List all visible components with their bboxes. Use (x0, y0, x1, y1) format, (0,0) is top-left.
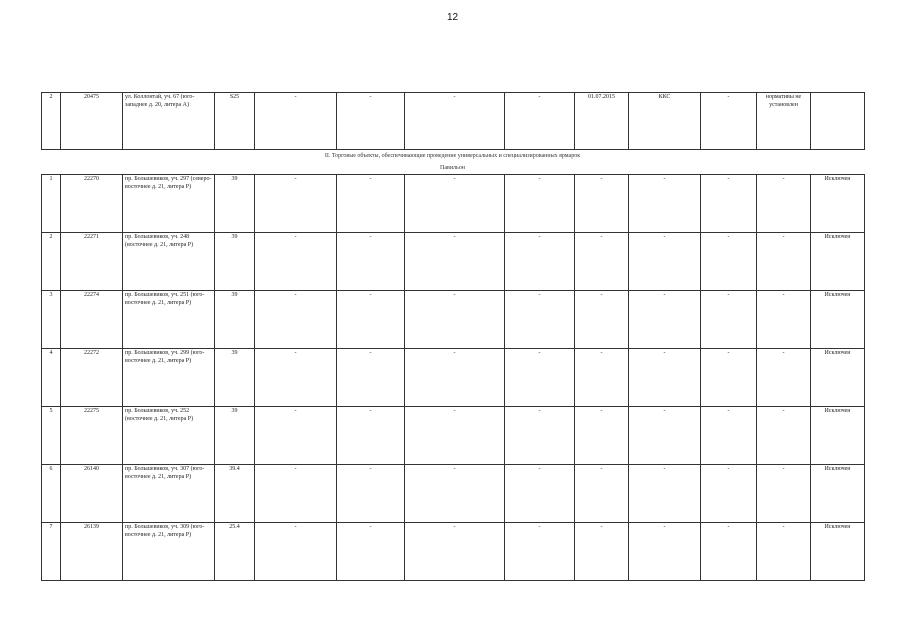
cell-field-9: - (575, 407, 629, 465)
cell-field-7: - (405, 465, 505, 523)
cell-field-11: - (701, 407, 757, 465)
cell-field-8: - (505, 349, 575, 407)
cell-field-6: - (337, 291, 405, 349)
cell-code: 20475 (61, 93, 123, 150)
cell-number: 2 (42, 233, 61, 291)
cell-field-9: - (575, 349, 629, 407)
table-row (42, 175, 865, 233)
cell-number: 1 (42, 175, 61, 233)
cell-address: пр. Большевиков, уч. 297 (северо-восточнее д. 21, литера Р) (123, 175, 215, 233)
cell-field-12: - (757, 407, 811, 465)
cell-address: пр. Большевиков, уч. 248 (восточнее д. 21, литера Р) (123, 233, 215, 291)
cell-field-12: - (757, 175, 811, 233)
cell-field-12: - (757, 465, 811, 523)
cell-field-7: - (405, 233, 505, 291)
table-row (42, 407, 865, 465)
cell-area: 39.4 (215, 465, 255, 523)
cell-field-11: - (701, 175, 757, 233)
cell-code: 26139 (61, 523, 123, 581)
cell-status: Исключен (811, 175, 865, 233)
cell-field-11: - (701, 465, 757, 523)
table-row (42, 233, 865, 291)
cell-field-6: - (337, 233, 405, 291)
cell-field-5: - (255, 93, 337, 150)
cell-field-6: - (337, 465, 405, 523)
cell-area: 39 (215, 233, 255, 291)
cell-field-6: - (337, 93, 405, 150)
cell-field-8: - (505, 175, 575, 233)
cell-field-10: - (629, 291, 701, 349)
cell-field-11: - (701, 291, 757, 349)
cell-address: пр. Большевиков, уч. 299 (юго-восточнее д. 21, литера Р) (123, 349, 215, 407)
cell-field-8: - (505, 407, 575, 465)
cell-field-7: - (405, 523, 505, 581)
cell-number: 7 (42, 523, 61, 581)
cell-number: 5 (42, 407, 61, 465)
cell-field-6: - (337, 523, 405, 581)
cell-address: пр. Большевиков, уч. 252 (восточнее д. 21, литера Р) (123, 407, 215, 465)
cell-area: 39 (215, 175, 255, 233)
cell-field-5: - (255, 407, 337, 465)
cell-area: 25.4 (215, 523, 255, 581)
cell-field-5: - (255, 349, 337, 407)
cell-field-7: - (405, 349, 505, 407)
cell-field-6: - (337, 175, 405, 233)
cell-field-5: - (255, 523, 337, 581)
cell-field-9: - (575, 523, 629, 581)
cell-field-6: - (337, 407, 405, 465)
cell-code: 22272 (61, 349, 123, 407)
cell-code: 22274 (61, 291, 123, 349)
cell-status: Исключен (811, 523, 865, 581)
cell-field-11: - (701, 93, 757, 150)
cell-field-10: - (629, 233, 701, 291)
cell-field-9: - (575, 175, 629, 233)
cell-field-9: - (575, 465, 629, 523)
cell-field-8: - (505, 93, 575, 150)
cell-field-7: - (405, 175, 505, 233)
top-table (41, 92, 865, 150)
cell-field-6: - (337, 349, 405, 407)
cell-field-7: - (405, 407, 505, 465)
cell-code: 22271 (61, 233, 123, 291)
cell-number: 6 (42, 465, 61, 523)
cell-address: пр. Большевиков, уч. 309 (юго-восточнее д. 21, литера Р) (123, 523, 215, 581)
kiosk-table (41, 174, 865, 581)
cell-field-11: - (701, 349, 757, 407)
cell-field-10: - (629, 407, 701, 465)
cell-field-9: - (575, 291, 629, 349)
cell-status: Исключен (811, 291, 865, 349)
subsection-title: Павильон (440, 165, 465, 171)
cell-field-11: - (701, 233, 757, 291)
cell-field-8: - (505, 465, 575, 523)
cell-address: пр. Большевиков, уч. 307 (юго-восточнее д. 21, литера Р) (123, 465, 215, 523)
cell-field-12: - (757, 233, 811, 291)
cell-field-7: - (405, 93, 505, 150)
cell-number: 4 (42, 349, 61, 407)
cell-field-10: - (629, 465, 701, 523)
cell-field-8: - (505, 523, 575, 581)
table-row (42, 93, 865, 150)
cell-field-12: - (757, 291, 811, 349)
cell-field-11: - (701, 523, 757, 581)
cell-code: 22270 (61, 175, 123, 233)
cell-date: 01.07.2015 (575, 93, 629, 150)
section-title: II. Торговые объекты, обеспечивающие проведение универсальных и специализированных ярмарок (324, 153, 581, 159)
cell-field-10: - (629, 175, 701, 233)
cell-number: 2 (42, 93, 61, 150)
cell-field-5: - (255, 291, 337, 349)
page-number: 12 (446, 12, 459, 23)
cell-field-10: ККС (629, 93, 701, 150)
table-row (42, 465, 865, 523)
cell-field-9: - (575, 233, 629, 291)
cell-field-10: - (629, 349, 701, 407)
cell-area: S25 (215, 93, 255, 150)
cell-field-5: - (255, 465, 337, 523)
cell-status: Исключен (811, 233, 865, 291)
cell-area: 39 (215, 349, 255, 407)
cell-field-10: - (629, 523, 701, 581)
cell-status (811, 93, 865, 150)
cell-number: 3 (42, 291, 61, 349)
cell-status: Исключен (811, 465, 865, 523)
cell-area: 39 (215, 407, 255, 465)
cell-field-8: - (505, 291, 575, 349)
cell-field-5: - (255, 175, 337, 233)
table-row (42, 291, 865, 349)
cell-address: ул. Коллонтай, уч. 67 (юго-западнее д. 20, литера А) (123, 93, 215, 150)
cell-code: 22275 (61, 407, 123, 465)
cell-status: Исключен (811, 349, 865, 407)
table-row (42, 349, 865, 407)
cell-area: 39 (215, 291, 255, 349)
cell-norms: нормативы не установлен (757, 93, 811, 150)
cell-field-5: - (255, 233, 337, 291)
cell-field-12: - (757, 523, 811, 581)
cell-code: 26140 (61, 465, 123, 523)
table-row (42, 523, 865, 581)
cell-field-12: - (757, 349, 811, 407)
cell-status: Исключен (811, 407, 865, 465)
cell-field-8: - (505, 233, 575, 291)
cell-field-7: - (405, 291, 505, 349)
cell-address: пр. Большевиков, уч. 251 (юго-восточнее д. 21, литера Р) (123, 291, 215, 349)
